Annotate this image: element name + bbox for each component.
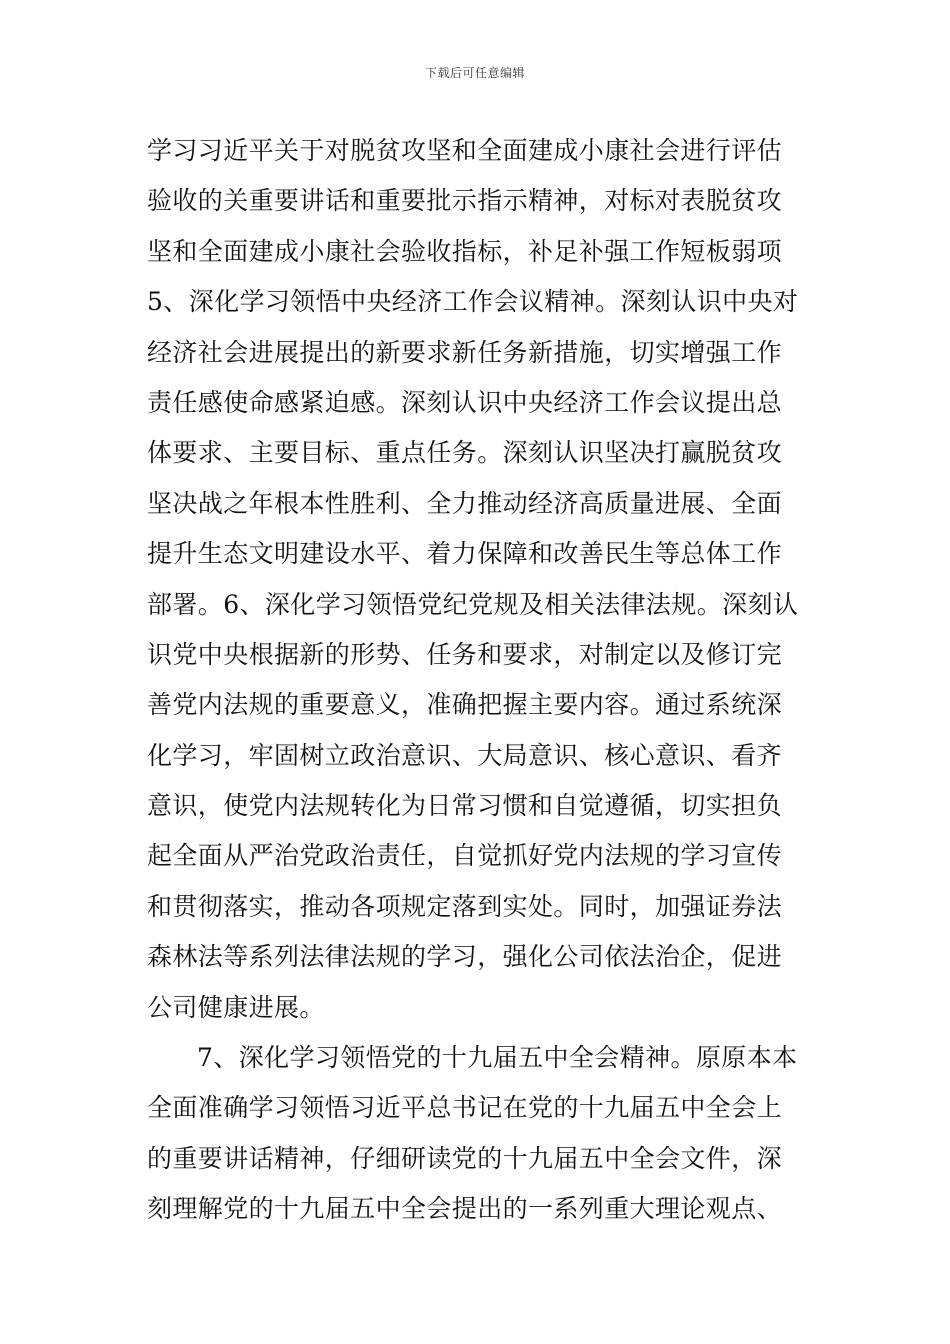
text-line: 责任感使命感紧迫感。深刻认识中央经济工作会议提出总	[147, 387, 783, 417]
text-line: 识党中央根据新的形势、任务和要求，对制定以及修订完	[147, 639, 783, 669]
page-header: 下载后可任意编辑	[424, 66, 525, 80]
text-line: 善党内法规的重要意义，准确把握主要内容。通过系统深	[147, 690, 783, 720]
text-line: 刻理解党的十九届五中全会提出的一系列重大理论观点、	[147, 1194, 783, 1224]
text-line: 森林法等系列法律法规的学习，强化公司依法治企，促进	[147, 942, 783, 972]
text-line: 坚和全面建成小康社会验收指标，补足补强工作短板弱项	[147, 236, 783, 266]
text-line: 的重要讲话精神，仔细研读党的十九届五中全会文件，深	[147, 1143, 783, 1173]
text-line: 部署。6、深化学习领悟党纪党规及相关法律法规。深刻认	[147, 589, 799, 619]
text-line: 经济社会进展提出的新要求新任务新措施，切实增强工作	[147, 337, 783, 367]
text-line: 意识，使党内法规转化为日常习惯和自觉遵循，切实担负	[147, 791, 783, 821]
text-line: 验收的关重要讲话和重要批示指示精神，对标对表脱贫攻	[147, 186, 783, 216]
text-line: 体要求、主要目标、重点任务。深刻认识坚决打赢脱贫攻	[147, 438, 783, 468]
body-text	[147, 126, 807, 1235]
text-line: 坚决战之年根本性胜利、全力推动经济高质量进展、全面	[147, 488, 783, 518]
text-line: 提升生态文明建设水平、着力保障和改善民生等总体工作	[147, 539, 783, 569]
text-line: 和贯彻落实，推动各项规定落到实处。同时，加强证券法	[147, 891, 783, 921]
text-line: 5、深化学习领悟中央经济工作会议精神。深刻认识中央对	[147, 287, 799, 317]
text-line: 起全面从严治党政治责任，自觉抓好党内法规的学习宣传	[147, 841, 783, 871]
text-line: 公司健康进展。	[147, 992, 325, 1022]
text-line: 全面准确学习领悟习近平总书记在党的十九届五中全会上	[147, 1093, 783, 1123]
text-line: 7、深化学习领悟党的十九届五中全会精神。原原本本	[197, 1043, 798, 1073]
text-line: 学习习近平关于对脱贫攻坚和全面建成小康社会进行评估	[147, 136, 783, 165]
text-line: 化学习，牢固树立政治意识、大局意识、核心意识、看齐	[147, 740, 783, 770]
